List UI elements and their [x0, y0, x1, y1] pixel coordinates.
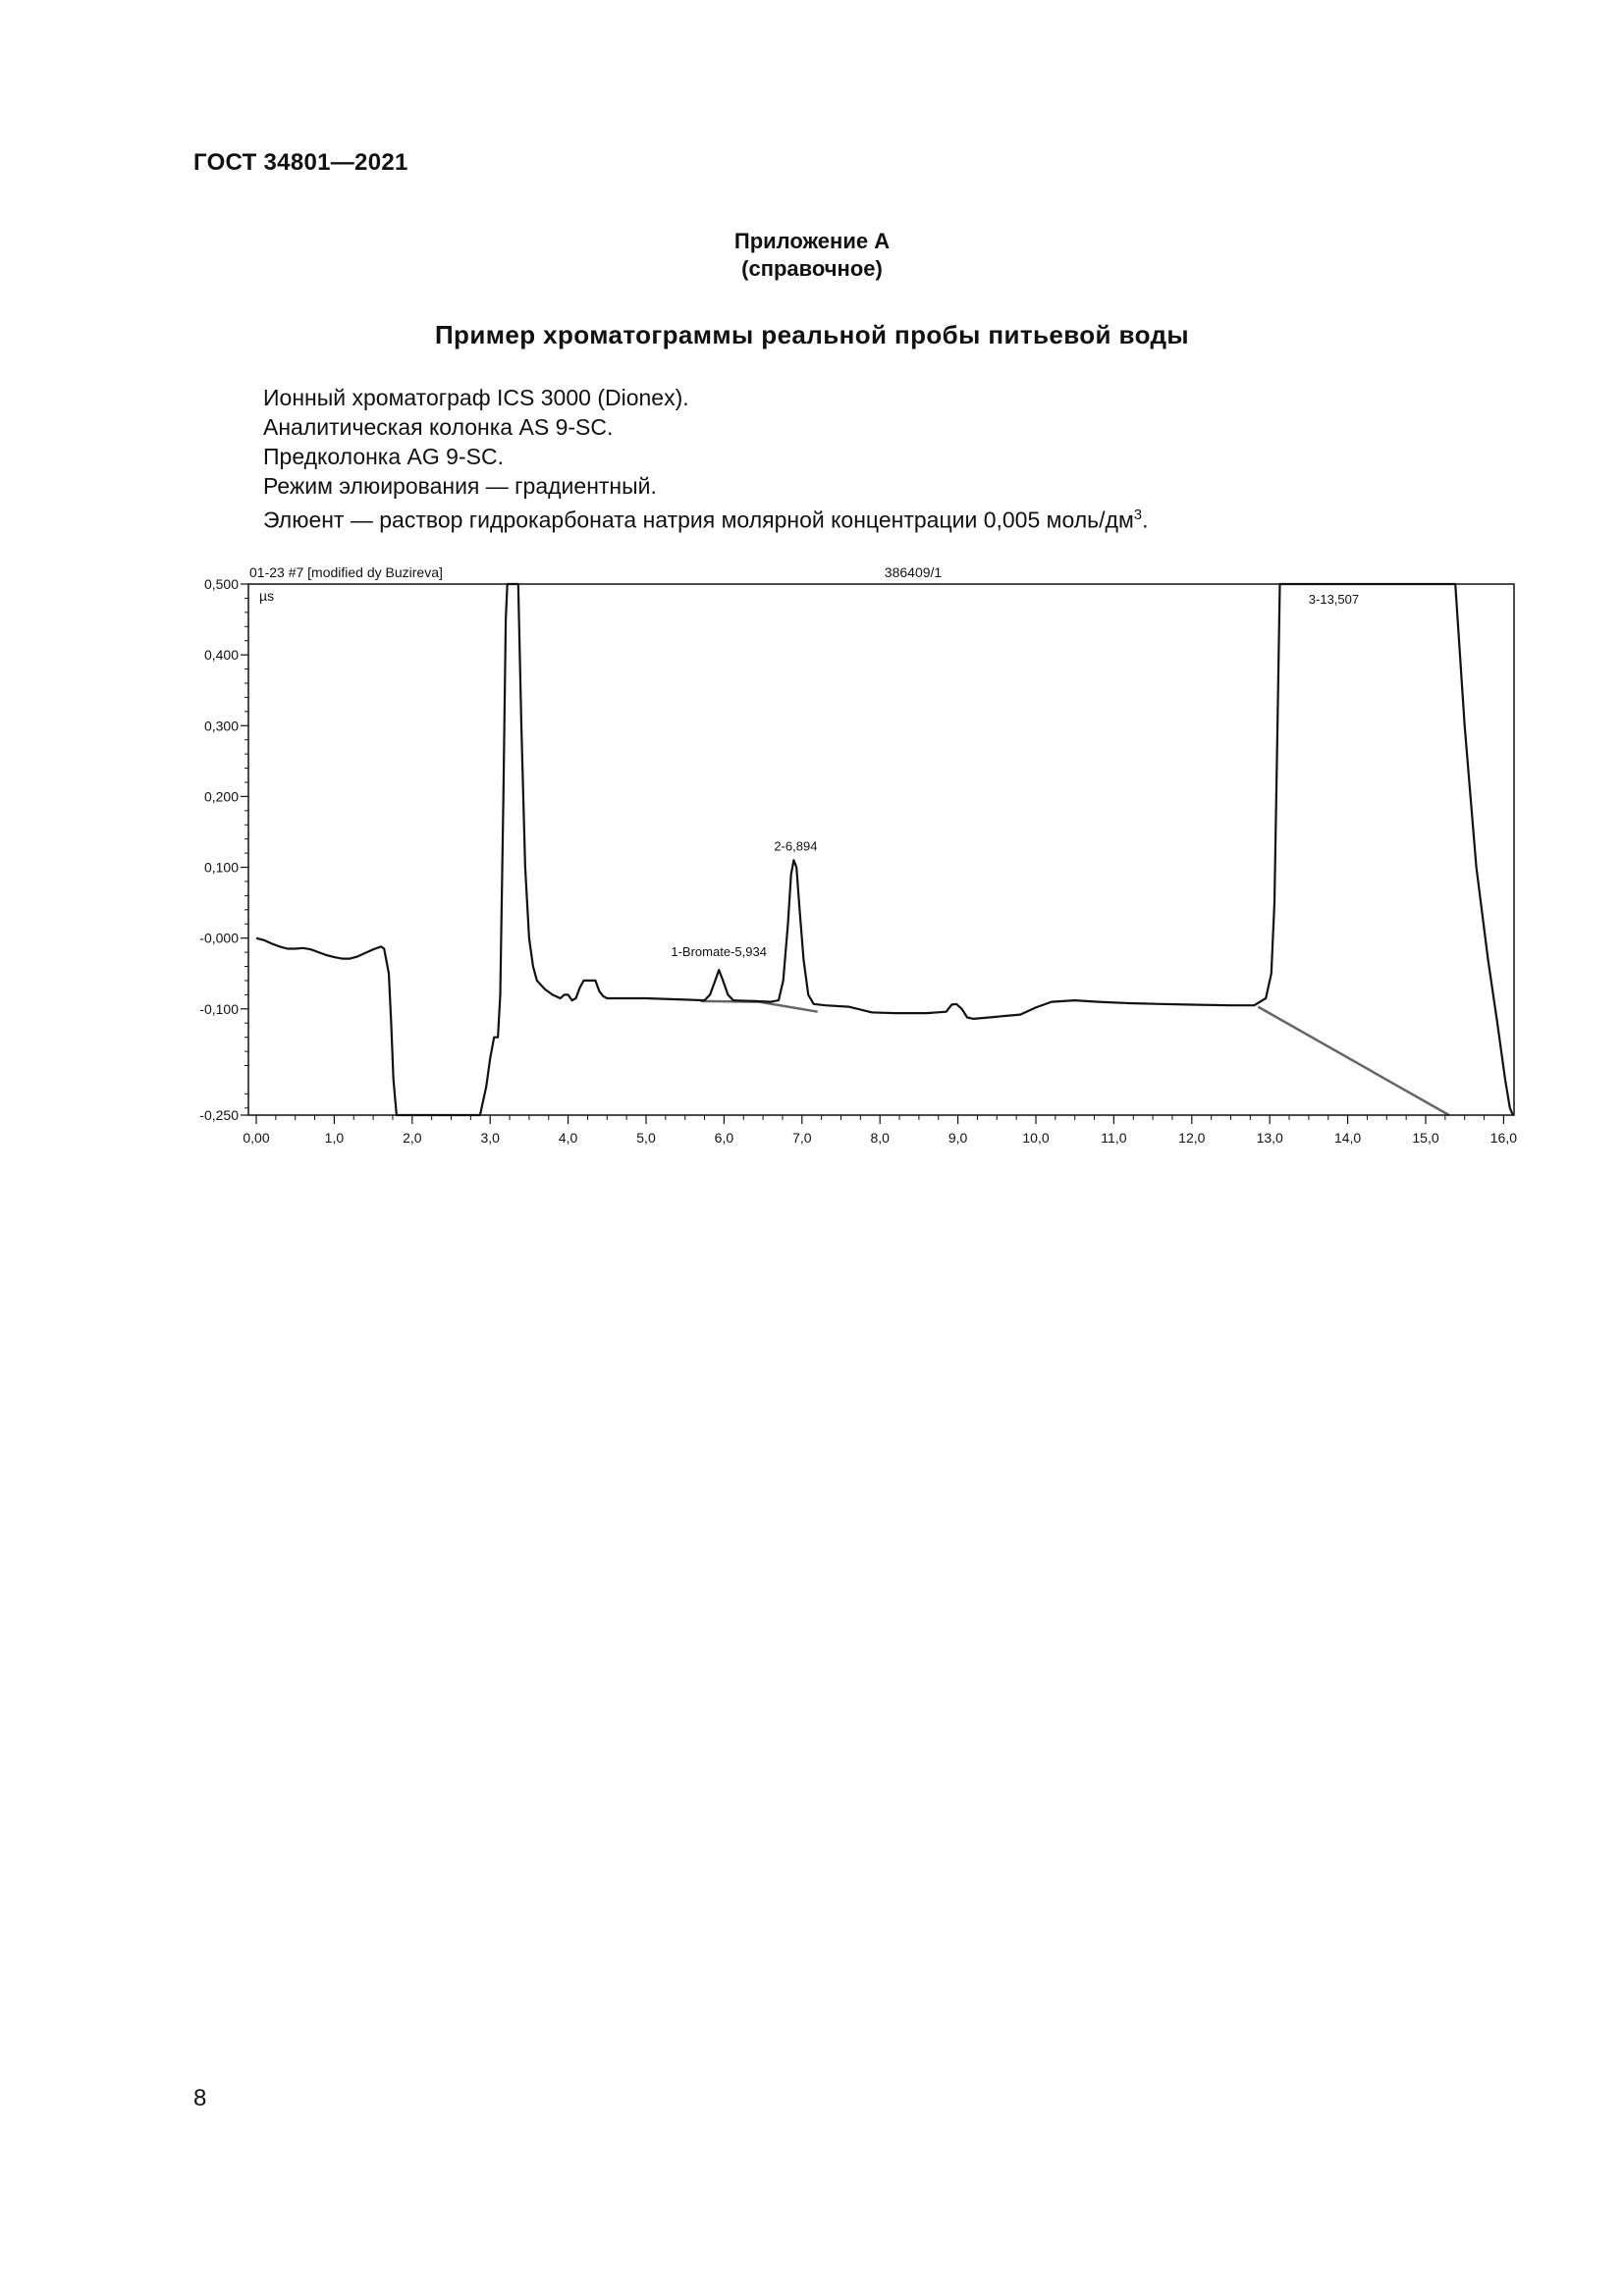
peak-label: 3-13,507: [1308, 592, 1360, 607]
x-tick-label: 6,0: [714, 1130, 734, 1146]
chart-header-center: 386409/1: [884, 564, 943, 580]
signal-line: [256, 584, 1513, 1115]
y-tick-label: -0,000: [199, 930, 239, 946]
condition-line: Ионный хроматограф ICS 3000 (Dionex).: [263, 385, 689, 410]
x-tick-label: 9,0: [947, 1130, 968, 1146]
x-tick-label: 7,0: [792, 1130, 812, 1146]
y-tick-label: -0,100: [199, 1000, 239, 1017]
integration-baseline: [1258, 1007, 1449, 1115]
eluent-period: .: [1142, 507, 1149, 533]
x-tick-label: 16,0: [1489, 1130, 1518, 1146]
x-tick-label: 5,0: [636, 1130, 656, 1146]
x-tick-label: 13,0: [1256, 1130, 1283, 1146]
x-tick-label: 14,0: [1333, 1130, 1362, 1146]
plot-frame: [248, 584, 1514, 1115]
x-tick-label: 2,0: [403, 1130, 422, 1146]
y-tick-label: 0,500: [203, 576, 239, 592]
x-tick-label: 12,0: [1178, 1130, 1206, 1146]
condition-line: Аналитическая колонка AS 9-SC.: [263, 414, 614, 440]
axis-ticks: [199, 576, 1517, 1146]
y-axis-unit-label: µs: [259, 588, 275, 604]
y-tick-label: 0,200: [203, 788, 239, 805]
eluent-text: Элюент — раствор гидрокарбоната натрия молярной концентрации 0,005 моль/дм: [263, 507, 1134, 533]
x-tick-label: 4,0: [558, 1130, 578, 1146]
x-tick-label: 3,0: [480, 1130, 500, 1146]
annex-title: Приложение А: [733, 229, 891, 253]
signal-trace: [256, 584, 1513, 1115]
y-tick-label: 0,100: [203, 859, 239, 876]
annex-block: [0, 228, 1624, 283]
x-tick-label: 8,0: [870, 1130, 890, 1146]
condition-line: Режим элюирования — градиентный.: [263, 473, 657, 499]
x-tick-label: 10,0: [1022, 1130, 1050, 1146]
x-tick-label: 1,0: [324, 1130, 345, 1146]
condition-line: Предколонка AG 9-SC.: [263, 444, 504, 469]
chart-header-left: 01-23 #7 [modified dy Buzireva]: [249, 564, 443, 580]
peak-label: 2-6,894: [774, 838, 818, 854]
annex-subtitle: (справочное): [741, 256, 883, 281]
x-tick-label: 0,00: [243, 1130, 270, 1146]
chromatogram-chart: [187, 556, 1522, 1149]
section-heading: Пример хроматограммы реальной пробы питьевой воды: [434, 320, 1190, 349]
standard-designation: ГОСТ 34801—2021: [193, 149, 408, 176]
x-tick-label: 15,0: [1412, 1130, 1439, 1146]
y-tick-label: 0,300: [203, 718, 239, 734]
x-tick-label: 11,0: [1101, 1130, 1127, 1146]
peak-label: 1-Bromate-5,934: [671, 944, 767, 960]
peak-labels: [671, 592, 1359, 959]
eluent-unit-exponent: 3: [1133, 507, 1143, 523]
page-number: 8: [193, 2085, 207, 2111]
y-tick-label: 0,400: [203, 647, 239, 664]
y-tick-label: -0,250: [199, 1107, 239, 1123]
integration-baseline: [759, 1002, 818, 1012]
condition-line: [263, 501, 1149, 535]
conditions-list: [263, 383, 1149, 535]
baseline-segments: [701, 1001, 1449, 1115]
